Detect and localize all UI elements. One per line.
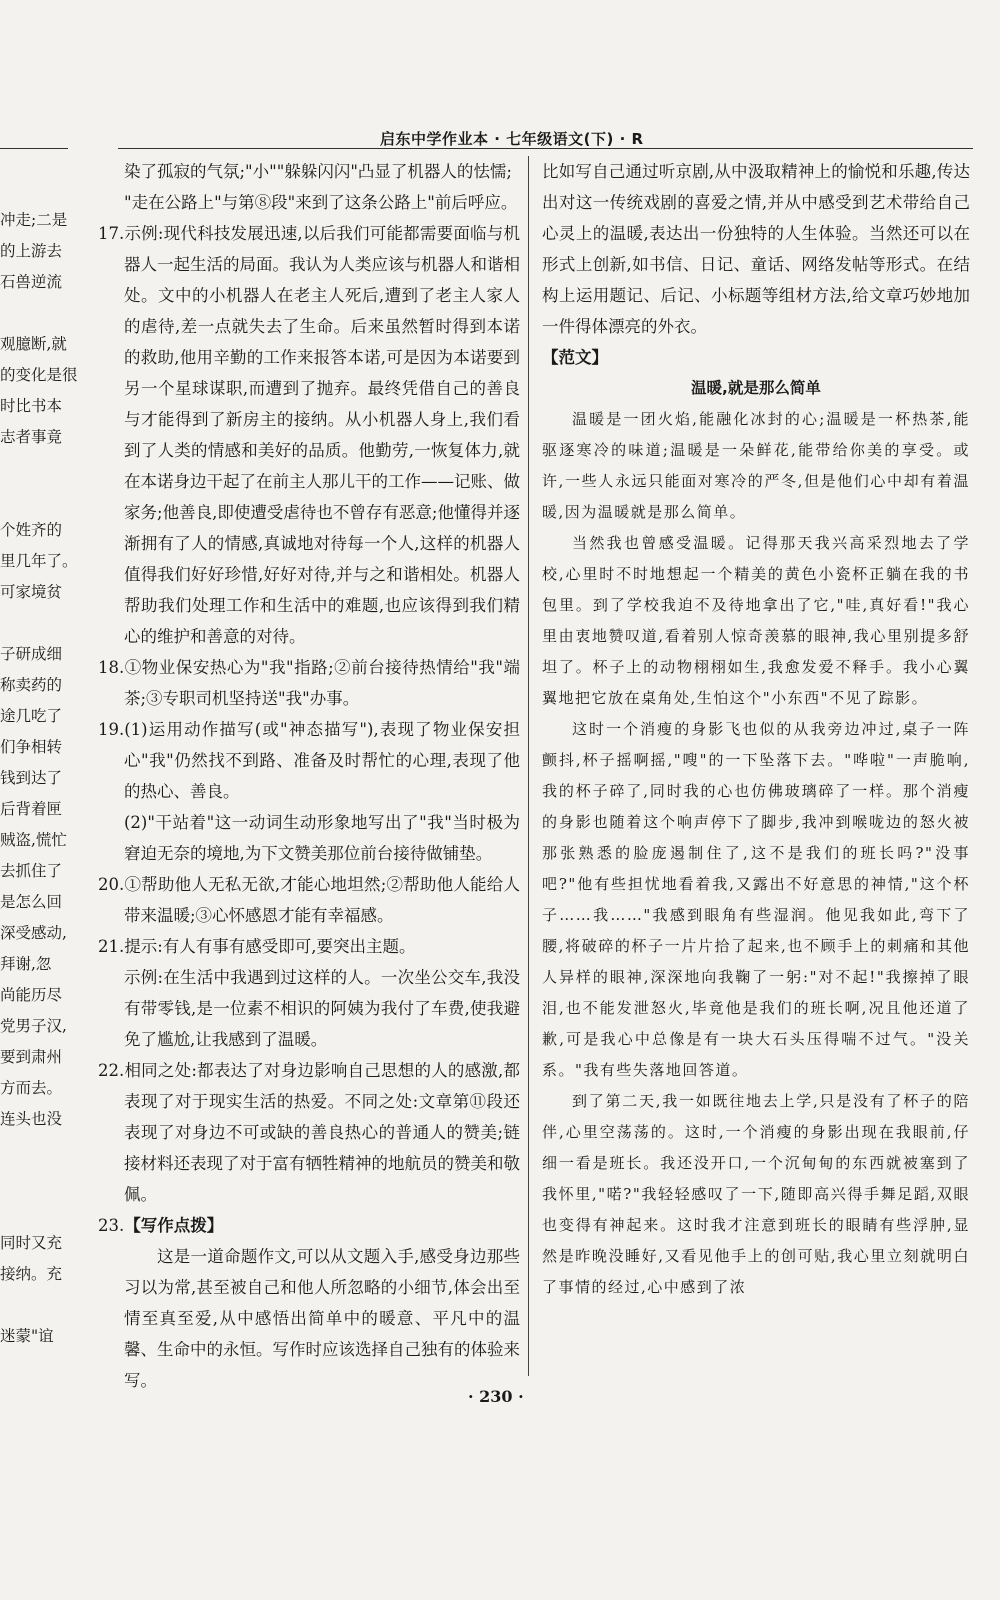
left-fragment-line: 的上游去 <box>0 242 63 260</box>
left-fragment-line: 是怎么回 <box>0 893 63 911</box>
writing-tips-tag: 【写作点拨】 <box>124 1216 224 1235</box>
answer-continuation-line: 染了孤寂的气氛;"小""躲躲闪闪"凸显了机器人的怯懦; <box>124 162 512 181</box>
left-fragment-line: 石兽逆流 <box>0 273 63 291</box>
left-fragment-line: 去抓住了 <box>0 862 63 880</box>
page-title: 启东中学作业本 · 七年级语文(下) · R <box>380 130 644 148</box>
left-fragment-line: 子研成细 <box>0 645 63 663</box>
left-fragment-line <box>0 1197 68 1228</box>
answer-continuation-line: "走在公路上"与第⑧段"来到了这条公路上"前后呼应。 <box>124 193 518 212</box>
left-fragment-line <box>0 1135 68 1166</box>
left-fragment-line: 的变化是很 <box>0 366 78 384</box>
left-fragment-line: 们争相转 <box>0 738 63 756</box>
answer-item-23: 23.【写作点拨】 <box>98 1216 224 1235</box>
left-column-fragments <box>0 205 78 1352</box>
left-fragment-line: 个姓齐的 <box>0 521 63 539</box>
answer-item-22: 22.相同之处:都表达了对身边影响自己思想的人的感激,都表现了对于现实生活的热爱。不同之处:文章第⑪段还表现了对身边不可或缺的善良热心的普通人的赞美;链接材料还表现了对于富有牺牲精神的地航员的赞美和敬佩。 <box>98 1061 520 1204</box>
watermark-logo <box>800 1490 990 1595</box>
left-fragment-line: 迷蒙"谊 <box>0 1327 54 1345</box>
essay-paragraph: 这时一个消瘦的身影飞也似的从我旁边冲过,桌子一阵颤抖,杯子摇啊摇,"嗖"的一下坠落下去。"哗啦"一声脆响,我的杯子碎了,同时我的心也仿佛玻璃碎了一样。那个消瘦的身影也随着这个响声停下了脚步,我冲到喉咙边的怒火被那张熟悉的脸庞遏制住了,这不是我们的班长吗?"没事吧?"他有些担忧地看着我,又露出不好意思的神情,"这个杯子……我……"我感到眼角有些湿润。他见我如此,弯下了腰,将破碎的杯子一片片拾了起来,也不顾手上的刺痛和其他人异样的眼神,深深地向我鞠了一躬:"对不起!"我擦掉了眼泪,也不能发泄怒火,毕竟他是我们的班长啊,况且他还道了歉,可是我心中总像是有一块大石头压得喘不过气。"没关系。"我有些失落地回答道。 <box>542 720 970 1079</box>
essay-paragraph: 当然我也曾感受温暖。记得那天我兴高采烈地去了学校,心里时不时地想起一个精美的黄色小瓷杯正躺在我的书包里。到了学校我迫不及待地拿出了它,"哇,真好看!"我心里由衷地赞叹道,看着别人惊奇羡慕的眼神,我心里别提多舒坦了。杯子上的动物栩栩如生,我愈发爱不释手。我小心翼翼地把它放在桌角处,生怕这个"小东西"不见了踪影。 <box>542 534 970 707</box>
left-fragment-line: 志者事竟 <box>0 428 63 446</box>
left-fragment-line: 要到肃州 <box>0 1048 63 1066</box>
left-fragment-line: 称卖药的 <box>0 676 63 694</box>
essay-paragraph: 温暖是一团火焰,能融化冰封的心;温暖是一杯热茶,能驱逐寒冷的味道;温暖是一朵鲜花,能带给你美的享受。或许,一些人永远只能面对寒冷的严冬,但是他们心中却有着温暖,因为温暖就是那么简单。 <box>542 410 970 521</box>
answer-item-19-part-2: (2)"干站着"这一动词生动形象地写出了"我"当时极为窘迫无奈的境地,为下文赞美那位前台接待做铺垫。 <box>124 813 520 863</box>
left-fragment-line: 冲走;二是 <box>0 211 68 229</box>
writing-tips-text: 这是一道命题作文,可以从文题入手,感受身边那些习以为常,甚至被自己和他人所忽略的小细节,体会出至情至真至爱,从中感悟出简单中的暖意、平凡中的温馨、生命中的永恒。写作时应该选择自己独有的体验来写。 <box>124 1247 520 1390</box>
left-fragment-line: 党男子汉, <box>0 1017 67 1035</box>
left-fragment-line: 里几年了。 <box>0 552 78 570</box>
answer-item-19: 19.(1)运用动作描写(或"神态描写"),表现了物业保安担心"我"仍然找不到路、准备及时帮忙的心理,表现了他的热心、善良。 <box>98 720 520 801</box>
header-rule <box>0 148 68 149</box>
answer-item-21-example: 示例:在生活中我遇到过这样的人。一次坐公交车,我没有带零钱,是一位素不相识的阿姨为我付了车费,使我避免了尴尬,让我感到了温暖。 <box>124 968 520 1049</box>
left-fragment-line: 贼盗,慌忙 <box>0 831 67 849</box>
left-fragment-line: 途几吃了 <box>0 707 63 725</box>
writing-tips-continued: 比如写自己通过听京剧,从中汲取精神上的愉悦和乐趣,传达出对这一传统戏剧的喜爱之情,并从中感受到艺术带给自己心灵上的温暖,表达出一份独特的人生体验。当然还可以在形式上创新,如书信、日记、童话、网络发帖等形式。在结构上运用题记、后记、小标题等组材方法,给文章巧妙地加一件得体漂亮的外衣。 <box>542 162 970 336</box>
left-fragment-line: 拜谢,忽 <box>0 955 52 973</box>
left-fragment-line: 后背着匣 <box>0 800 63 818</box>
left-fragment-line: 钱到达了 <box>0 769 63 787</box>
answer-item-17: 17.示例:现代科技发展迅速,以后我们可能都需要面临与机器人一起生活的局面。我认为人类应该与机器人和谐相处。文中的小机器人在老主人死后,遭到了老主人家人的虐待,差一点就失去了生命。后来虽然暂时得到本诺的救助,他用辛勤的工作来报答本诺,可是因为本诺要到另一个星球谋职,而遭到了抛弃。最终凭借自己的善良与才能得到了新房主的接纳。从小机器人身上,我们看到了人类的情感和美好的品质。他勤劳,一恢复体力,就在本诺身边干起了在前主人那儿干的工作——记账、做家务;他善良,即使遭受虐待也不曾存有恶意;他懂得并逐渐拥有了人的情感,真诚地对待每一个人,这样的机器人值得我们好好珍惜,好好对待,并与之和谐相处。机器人帮助我们处理工作和生活中的难题,也应该得到我们精心的维护和善意的对待。 <box>98 224 520 646</box>
left-fragment-line: 方而去。 <box>0 1079 63 1097</box>
answer-item-21: 21.提示:有人有事有感受即可,要突出主题。 <box>98 937 416 956</box>
left-fragment-line: 接纳。充 <box>0 1265 63 1283</box>
left-fragment-line: 观臆断,就 <box>0 335 67 353</box>
model-essay-title: 温暖,就是那么简单 <box>691 379 821 397</box>
answer-item-20: 20.①帮助他人无私无欲,才能心地坦然;②帮助他人能给人带来温暖;③心怀感恩才能有幸福感。 <box>98 875 520 925</box>
left-fragment-line: 同时又充 <box>0 1234 63 1252</box>
page-header <box>0 120 1000 150</box>
left-fragment-line <box>0 484 68 515</box>
left-fragment-line: 连头也没 <box>0 1110 63 1128</box>
left-fragment-line: 尚能历尽 <box>0 986 63 1004</box>
model-essay-tag: 【范文】 <box>542 348 608 367</box>
essay-paragraph: 到了第二天,我一如既往地去上学,只是没有了杯子的陪伴,心里空荡荡的。这时,一个消瘦的身影出现在我眼前,仔细一看是班长。我还没开口,一个沉甸甸的东西就被塞到了我怀里,"喏?"我轻轻感叹了一下,随即高兴得手舞足蹈,双眼也变得有神起来。这时我才注意到班长的眼睛有些浮肿,显然是昨晚没睡好,又看见他手上的创可贴,我心里立刻就明白了事情的经过,心中感到了浓 <box>542 1092 970 1296</box>
left-fragment-line: 可家境贫 <box>0 583 63 601</box>
answer-item-18: 18.①物业保安热心为"我"指路;②前台接待热情给"我"端茶;③专职司机坚持送"我"办事。 <box>98 658 520 708</box>
left-fragment-line: 深受感动, <box>0 924 67 942</box>
page-number: · 230 · <box>468 1387 524 1406</box>
left-fragment-line <box>0 453 68 484</box>
column-divider <box>528 156 529 1376</box>
middle-column <box>98 156 520 1396</box>
right-column <box>542 156 970 1303</box>
left-fragment-line: 时比书本 <box>0 397 63 415</box>
left-fragment-line <box>0 1290 68 1321</box>
left-fragment-line <box>0 1166 68 1197</box>
left-fragment-line <box>0 608 68 639</box>
left-fragment-line <box>0 298 68 329</box>
